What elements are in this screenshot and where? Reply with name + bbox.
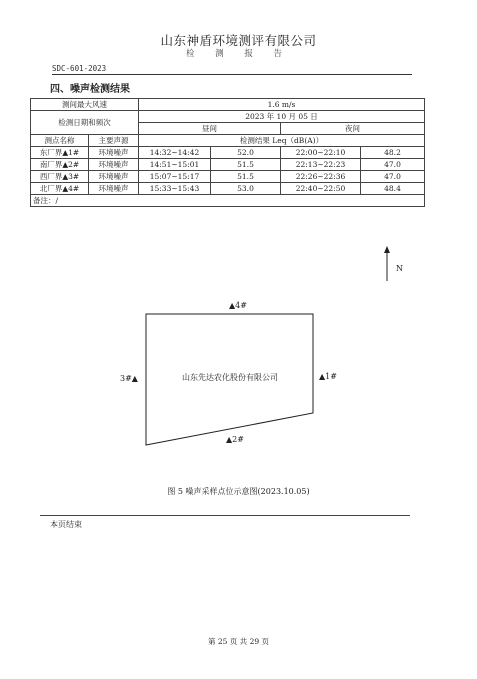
date-label: 检测日期和频次 — [31, 111, 139, 135]
end-rule — [40, 515, 410, 516]
north-label: N — [396, 264, 403, 273]
point-name: 西厂界▲3# — [31, 171, 89, 183]
source-name: 环境噪声 — [89, 171, 139, 183]
col-source-header: 主要声源 — [89, 135, 139, 147]
day-value: 52.0 — [211, 147, 281, 159]
section-title: 四、噪声检测结果 — [50, 84, 130, 95]
figure-caption: 图 5 噪声采样点位示意图(2023.10.05) — [167, 487, 310, 496]
night-time: 22:26~22:36 — [281, 171, 361, 183]
night-label: 夜间 — [281, 123, 425, 135]
day-time: 14:51~15:01 — [139, 159, 211, 171]
night-value: 48.2 — [361, 147, 425, 159]
page-number: 第 25 页 共 29 页 — [207, 637, 269, 646]
day-time: 15:07~15:17 — [139, 171, 211, 183]
north-arrow-icon — [384, 246, 390, 281]
point-2-label: ▲2# — [226, 435, 244, 444]
point-name: 北厂界▲4# — [31, 183, 89, 195]
col-result-header: 检测结果 Leq（dB(A)） — [139, 135, 425, 147]
source-name: 环境噪声 — [89, 147, 139, 159]
document-number: SDC-601-2023 — [52, 64, 107, 73]
report-subtitle: 检 测 报 告 — [185, 49, 292, 59]
day-value: 53.0 — [211, 183, 281, 195]
day-time: 14:32~14:42 — [139, 147, 211, 159]
day-value: 51.5 — [211, 159, 281, 171]
company-name: 山东神盾环境测评有限公司 — [160, 33, 317, 48]
day-value: 51.5 — [211, 171, 281, 183]
night-time: 22:40~22:50 — [281, 183, 361, 195]
point-4-label: ▲4# — [229, 301, 247, 310]
wind-value: 1.6 m/s — [139, 99, 425, 111]
point-1-label: ▲1# — [319, 372, 337, 381]
wind-label: 测间最大风速 — [31, 99, 139, 111]
night-value: 47.0 — [361, 171, 425, 183]
page-end-text: 本页结束 — [50, 520, 82, 529]
night-time: 22:13~22:23 — [281, 159, 361, 171]
day-label: 昼间 — [139, 123, 281, 135]
remark: 备注：/ — [31, 195, 425, 207]
source-name: 环境噪声 — [89, 183, 139, 195]
date-value: 2023 年 10 月 05 日 — [139, 111, 425, 123]
point-name: 东厂界▲1# — [31, 147, 89, 159]
night-value: 47.0 — [361, 159, 425, 171]
point-name: 南厂界▲2# — [31, 159, 89, 171]
night-value: 48.4 — [361, 183, 425, 195]
source-name: 环境噪声 — [89, 159, 139, 171]
site-company-name: 山东先达农化股份有限公司 — [182, 373, 278, 382]
day-time: 15:33~15:43 — [139, 183, 211, 195]
col-point-header: 测点名称 — [31, 135, 89, 147]
point-3-label: 3#▲ — [120, 374, 138, 383]
night-time: 22:00~22:10 — [281, 147, 361, 159]
